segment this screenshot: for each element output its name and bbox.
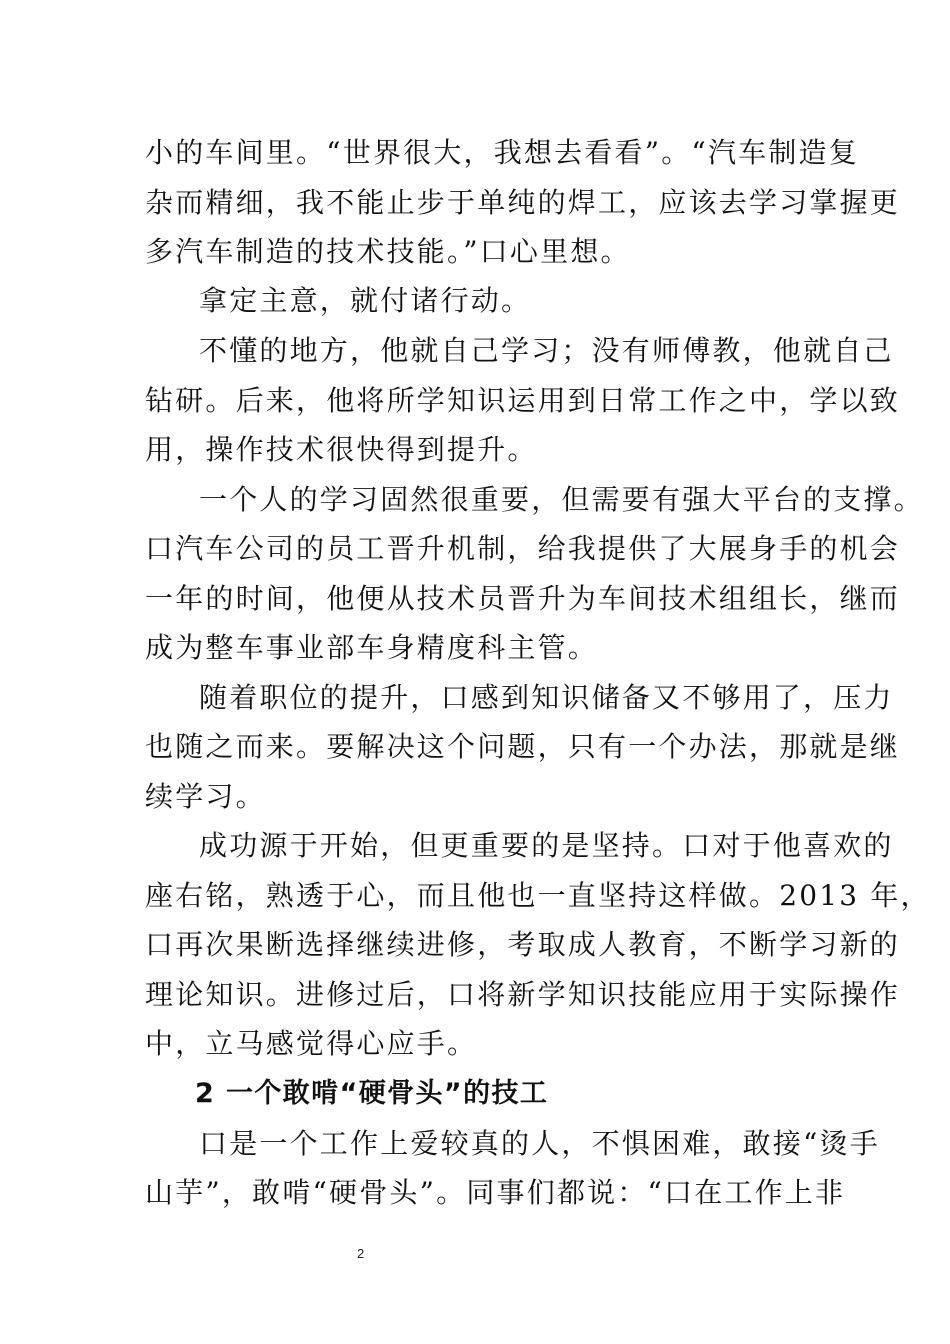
text-line: 用，操作技术很快得到提升。: [145, 433, 538, 466]
section-heading: 2 一个敢啃“硬骨头”的技工: [195, 1078, 549, 1109]
text-line: 中，立马感觉得心应手。: [145, 1027, 478, 1060]
paragraph-start: 拿定主意，就付诸行动。: [199, 284, 532, 317]
paragraph-start: 不懂的地方，他就自己学习；没有师傅教，他就自己: [199, 334, 894, 367]
page-number: 2: [357, 1246, 365, 1261]
text-line: 杂而精细，我不能止步于单纯的焊工，应该去学习掌握更: [145, 186, 901, 219]
text-line: 座右铭，熟透于心，而且他也一直坚持这样做。2013 年，: [145, 879, 931, 912]
text-line: 口再次果断选择继续进修，考取成人教育，不断学习新的: [145, 928, 901, 961]
text-line: 山芋”，敢啃“硬骨头”。同事们都说：“口在工作上非: [145, 1176, 846, 1209]
paragraph-start: 随着职位的提升，口感到知识储备又不够用了，压力: [199, 681, 894, 714]
text-line: 也随之而来。要解决这个问题，只有一个办法，那就是继: [145, 730, 901, 763]
text-line: 续学习。: [145, 780, 266, 813]
text-line: 多汽车制造的技术技能。”口心里想。: [145, 235, 631, 268]
paragraph-start: 口是一个工作上爱较真的人，不惧困难，敢接“烫手: [199, 1127, 880, 1160]
text-line: 成为整车事业部车身精度科主管。: [145, 631, 599, 664]
text-line: 理论知识。进修过后，口将新学知识技能应用于实际操作: [145, 978, 901, 1011]
text-line: 钻研。后来，他将所学知识运用到日常工作之中，学以致: [145, 384, 901, 417]
text-line: 一年的时间，他便从技术员晋升为车间技术组组长，继而: [145, 582, 901, 615]
paragraph-start: 成功源于开始，但更重要的是坚持。口对于他喜欢的: [199, 829, 894, 862]
text-line: 口汽车公司的员工晋升机制，给我提供了大展身手的机会: [145, 532, 901, 565]
text-line: 小的车间里。“世界很大，我想去看看”。“汽车制造复: [145, 136, 859, 169]
paragraph-start: 一个人的学习固然很重要，但需要有强大平台的支撑。: [199, 483, 924, 516]
